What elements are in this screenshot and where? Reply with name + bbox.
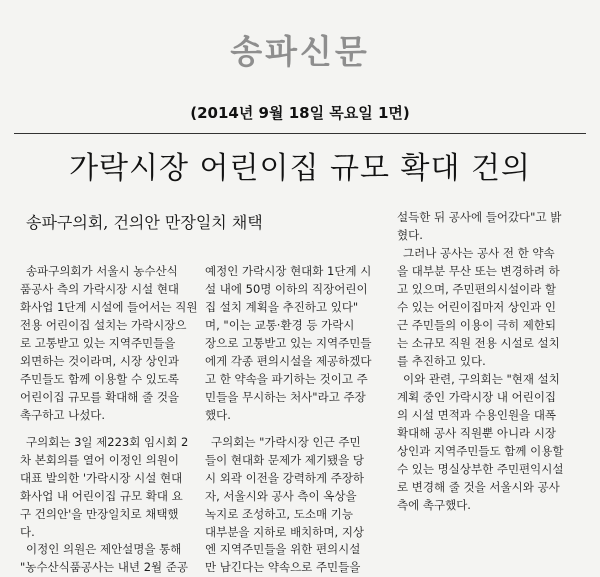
article-line: 대부분을 지하로 배치하며, 지상 [205, 525, 365, 539]
article-line: 어린이집 규모를 확대해 줄 것을 [20, 390, 180, 404]
article-line: 수 있는 어린이집마저 상인과 인 [397, 300, 557, 314]
article-line: 송파구의회가 서울시 농수산식 [26, 264, 178, 278]
dateline: (2014년 9월 18일 목요일 1면) [190, 104, 410, 122]
article-line: 는 소규모 직원 전용 시설로 설치 [397, 336, 560, 350]
article-line: 혔다. [397, 228, 423, 242]
article-line: "농수산식품공사는 내년 2월 준공 [20, 560, 188, 574]
article-line: 시 외곽 이전을 강력하게 주장하 [205, 471, 365, 485]
article-line: 며, "이는 교통·환경 등 가락시 [205, 318, 355, 332]
article-line: 계획 중인 가락시장 내 어린이집 [397, 390, 557, 404]
article-line: 전용 어린이집 설치는 가락시장으 [20, 318, 187, 332]
article-line: 녹지로 조성하고, 도소매 기능 [205, 507, 353, 521]
article-line: 장으로 고통받고 있는 지역주민들 [205, 336, 372, 350]
article-line: 품공사 측의 가락시장 시설 현대 [20, 282, 180, 296]
article-line: 고 있으며, 주민편의시설이라 할 [397, 282, 557, 296]
article-line: 화사업 내 어린이집 규모 확대 요 [20, 489, 183, 503]
article-line: 를 추진하고 있다. [397, 354, 486, 368]
article-line: 다. [20, 525, 35, 539]
article-line: 주민들도 함께 이용할 수 있도록 [20, 372, 180, 386]
article-line: 엔 지역주민들을 위한 편의시설 [205, 542, 361, 556]
article-line: 했다. [205, 408, 231, 422]
header-rule [14, 133, 586, 134]
article-line: 민들을 무시하는 처사"라고 주장 [205, 390, 366, 404]
article-line: 고 한 약속을 파기하는 것이고 주 [205, 372, 368, 386]
article-line: 설득한 뒤 공사에 들어갔다"고 밝 [397, 210, 562, 224]
article-line: 의 시설 면적과 수용인원을 대폭 [397, 408, 557, 422]
article-line: 집 설치 계획을 추진하고 있다" [205, 300, 359, 314]
article-line: 자, 서울시와 공사 측이 옥상을 [205, 489, 357, 503]
article-line: 설 내에 50명 이하의 직장어린이 [205, 282, 368, 296]
article-line: 만 남긴다는 약속으로 주민들을 [205, 560, 361, 574]
subheadline: 송파구의회, 건의안 만장일치 채택 [26, 213, 263, 232]
article-line: 로 변경해 줄 것을 서울시와 공사 [397, 480, 560, 494]
article-line: 대표 발의한 '가락시장 시설 현대 [20, 471, 183, 485]
article-line: 구의회는 "가락시장 인근 주민 [211, 435, 361, 449]
article-line: 구의회는 3일 제223회 임시회 2 [26, 435, 189, 449]
article-line: 근 주민들의 이용이 극히 제한되 [397, 318, 557, 332]
article-line: 화사업 1단계 시설에 들어서는 직원 [20, 300, 198, 314]
article-line: 이정인 의원은 제안설명을 통해 [26, 542, 182, 556]
article-line: 이와 관련, 구의회는 "현재 설치 [403, 372, 560, 386]
article-line: 로 고통받고 있는 지역주민들을 [20, 336, 176, 350]
article-line: 수 있는 명실상부한 주민편익시설 [397, 462, 564, 476]
article-line: 외면하는 것이라며, 시장 상인과 [20, 354, 180, 368]
article-line: 측에 촉구했다. [397, 498, 471, 512]
headline: 가락시장 어린이집 규모 확대 건의 [69, 151, 531, 186]
article-line: 들이 현대화 문제가 제기됐을 당 [205, 453, 365, 467]
article-line: 촉구하고 나섰다. [20, 408, 106, 422]
article-line: 차 본회의를 열어 이정인 의원이 [20, 453, 180, 467]
article-line: 구 건의안'을 만장일치로 채택했 [20, 507, 179, 521]
article-line: 상인과 지역주민들도 함께 이용할 [397, 444, 564, 458]
article-line: 예정인 가락시장 현대화 1단계 시 [205, 264, 372, 278]
article-line: 을 대부분 무산 또는 변경하려 하 [397, 264, 560, 278]
newspaper-masthead: 송파신문 [230, 32, 370, 71]
article-line: 그러나 공사는 공사 전 한 약속 [403, 246, 555, 260]
article-line: 에게 각종 편의시설을 제공하겠다 [205, 354, 372, 368]
article-line: 확대해 공사 직원뿐 아니라 시장 [397, 426, 557, 440]
